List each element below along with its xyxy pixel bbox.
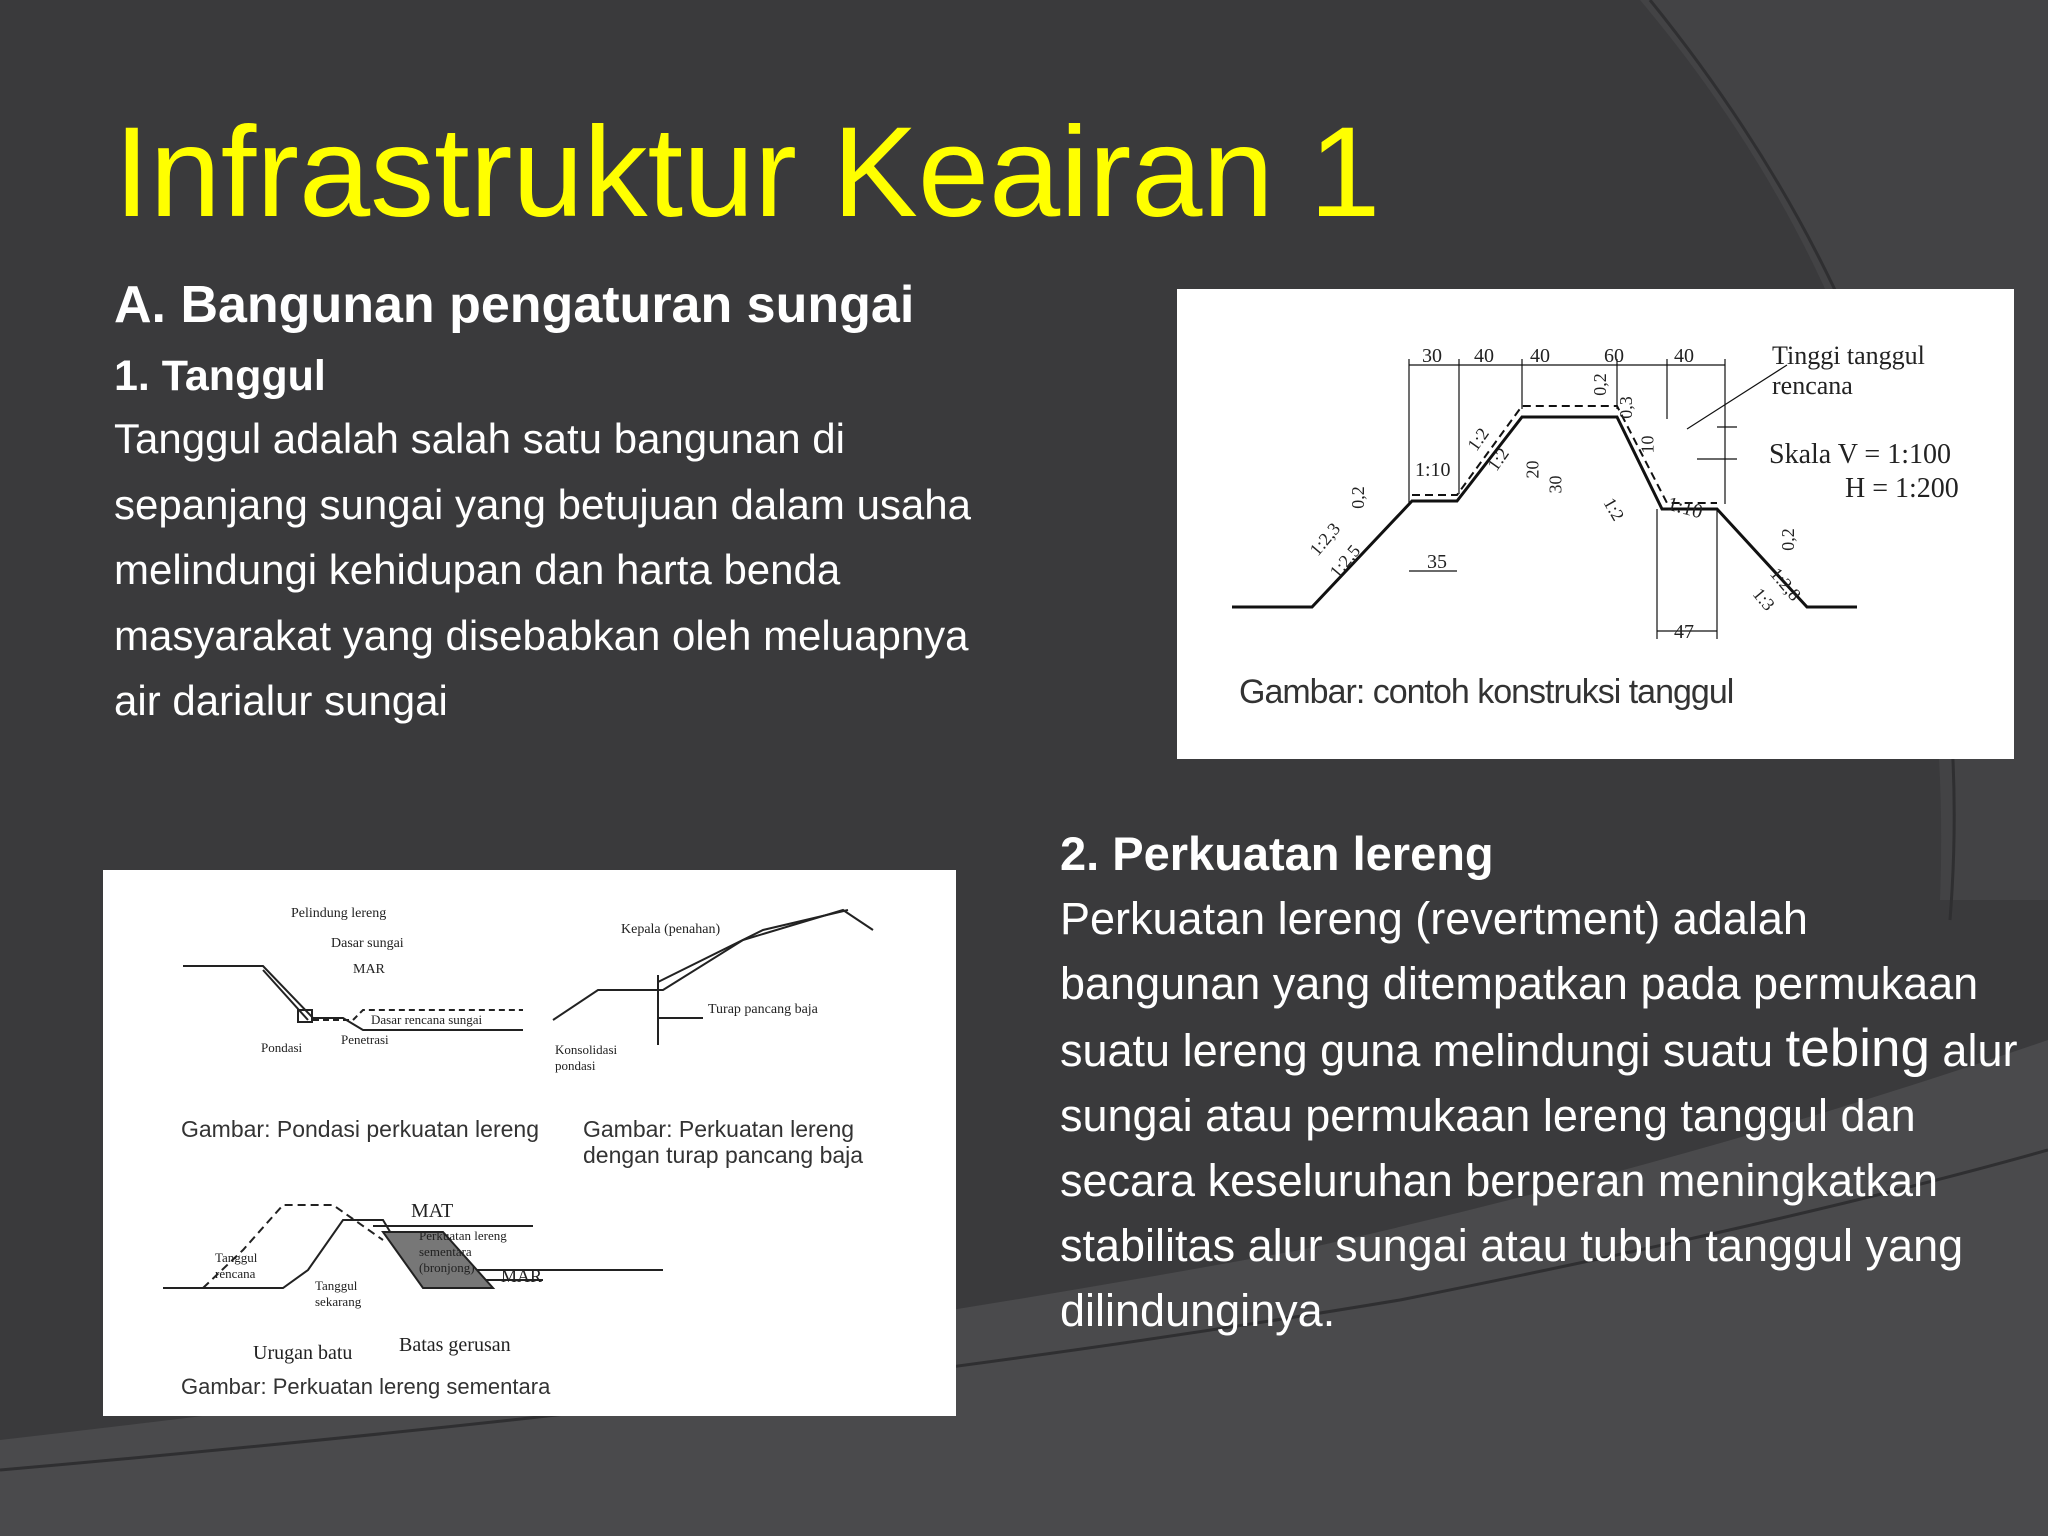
label-mat: MAT [411,1200,454,1222]
figure2-caption-a: Gambar: Pondasi perkuatan lereng [181,1116,539,1142]
figure2-caption-b-line2: dengan turap pancang baja [583,1142,864,1168]
label-perkuatan-lereng: Perkuatan lereng [419,1228,507,1243]
slope-1-2-8: 1:2,8 [1766,563,1806,605]
dim-10: 10 [1637,435,1658,454]
label-penetrasi: Penetrasi [341,1032,389,1047]
figure1-caption: Gambar: contoh konstruksi tanggul [1239,673,1734,711]
dim-0-2-right: 0,2 [1777,528,1798,551]
label-rencana: rencana [1772,371,1853,400]
label-batas-gerusan: Batas gerusan [399,1334,511,1356]
label-turap-pancang-baja: Turap pancang baja [708,1002,818,1017]
slope-1-2-b: 1:2 [1483,444,1513,475]
dim-40a: 40 [1474,345,1494,367]
scale-vertical: Skala V = 1:100 [1769,439,1951,470]
dim-47: 47 [1674,621,1694,643]
label-tinggi-tanggul: Tinggi tanggul [1772,341,1925,370]
label-pelindung-lereng: Pelindung lereng [291,906,387,921]
item1-heading: 1. Tanggul [114,352,326,400]
label-sekarang: sekarang [315,1294,362,1309]
section-heading: A. Bangunan pengaturan sungai [114,276,915,334]
label-dasar-rencana-sungai: Dasar rencana sungai [371,1012,483,1027]
label-tanggul-sekarang: Tanggul [315,1278,358,1293]
scale-horizontal: H = 1:200 [1845,473,1959,504]
dim-0-2-top: 0,2 [1589,373,1610,396]
dim-60: 60 [1604,345,1624,367]
slope-1-2-5: 1:2,5 [1325,540,1365,582]
dim-35: 35 [1427,551,1447,573]
item2-body-emphasis: tebing [1785,1019,1930,1078]
dim-40b: 40 [1530,345,1550,367]
dim-0-2-left: 0,2 [1347,486,1368,509]
dim-30-vertical: 30 [1545,475,1566,494]
label-pondasi: Pondasi [261,1040,303,1055]
label-sementara: sementara [419,1244,472,1259]
slope-1-2-a: 1:2 [1463,424,1493,455]
item2-body-end: alur sungai atau permukaan lereng tanggul dan secara keseluruhan berperan meningkatkan stabilitas alur sungai atau tubuh tanggul yang dilindunginya. [1060,1025,2018,1336]
slope-protection-figure [103,870,956,1416]
label-rencana-c: rencana [215,1266,256,1281]
figure2-caption-c: Gambar: Perkuatan lereng sementara [181,1374,551,1399]
label-dasar-sungai: Dasar sungai [331,936,404,951]
slope-1-10-left: 1:10 [1415,459,1451,481]
dim-30: 30 [1422,345,1442,367]
dim-20: 20 [1522,460,1543,479]
label-konsolidasi: Konsolidasi [555,1042,618,1057]
levee-diagram-figure [1177,289,2014,759]
dim-0-3: 0,3 [1615,396,1636,419]
item2-heading: 2. Perkuatan lereng [1060,827,1494,880]
slope-1-3: 1:3 [1748,583,1779,615]
slide-title: Infrastruktur Keairan 1 [114,101,1381,244]
slope-1-2-3: 1:2,3 [1305,518,1345,560]
label-tanggul-rencana: Tanggul [215,1250,258,1265]
label-urugan-batu: Urugan batu [253,1342,353,1364]
dim-40c: 40 [1674,345,1694,367]
label-bronjong: (bronjong) [419,1260,475,1275]
item2-body-start: Perkuatan lereng (revertment) adalah bangunan yang ditempatkan pada permukaan suatu lereng guna melindungi suatu [1060,893,1979,1076]
item1-body: Tanggul adalah salah satu bangunan di sepanjang sungai yang betujuan dalam usaha melindungi kehidupan dan harta benda masyarakat yang disebabkan oleh meluapnya air darialur sungai [114,415,972,724]
label-mar-a: MAR [353,962,385,977]
slope-1-2-right: 1:2 [1599,494,1629,525]
label-mar-c: MAR [501,1266,543,1286]
label-kepala-penahan: Kepala (penahan) [621,922,721,937]
figure2-caption-b-line1: Gambar: Perkuatan lereng [583,1116,855,1142]
slope-1-10-right: 1:10 [1664,492,1705,524]
label-pondasi-b: pondasi [555,1058,596,1073]
item2-body [1060,886,2020,1343]
